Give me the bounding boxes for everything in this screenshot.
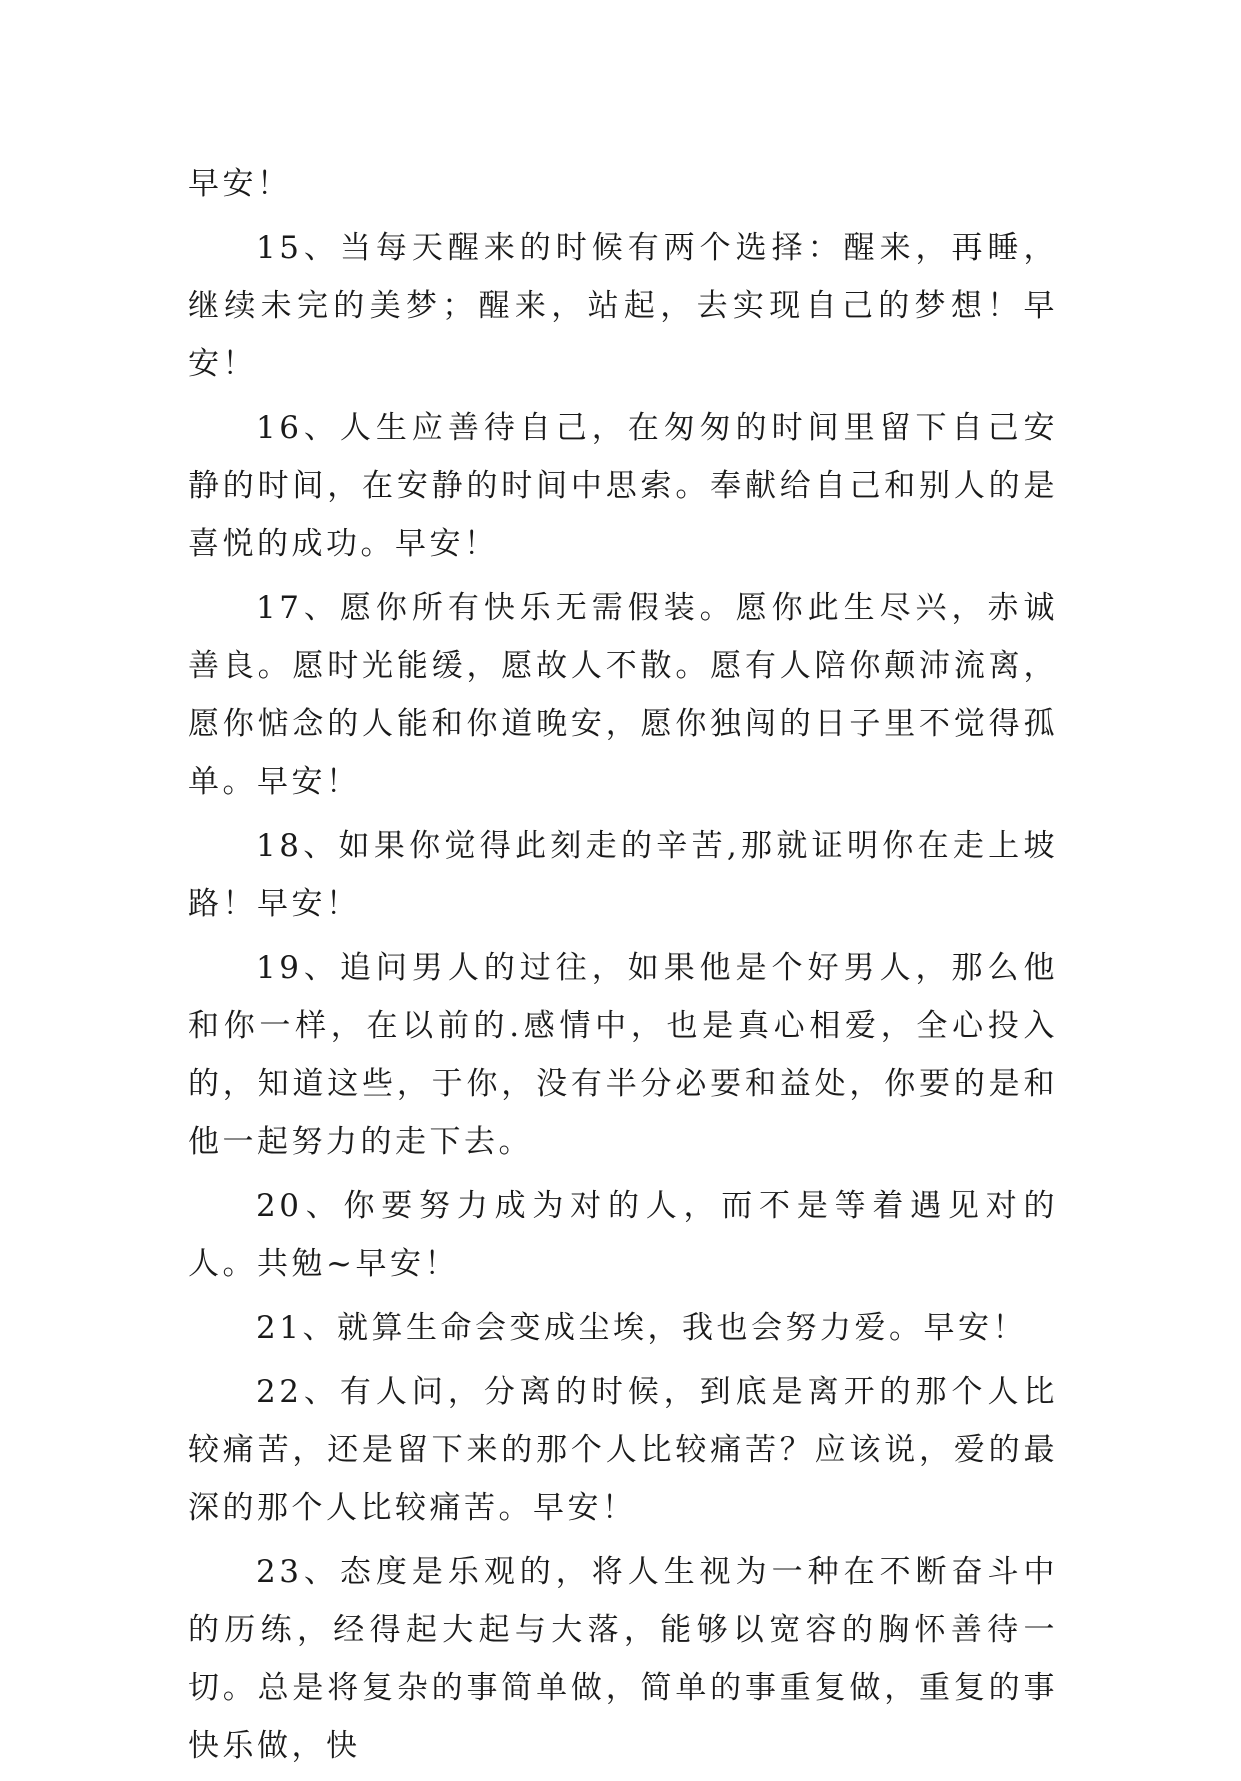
paragraph-item-17: 17、愿你所有快乐无需假装。愿你此生尽兴，赤诚善良。愿时光能缓，愿故人不散。愿有人陪你颠沛流离，愿你惦念的人能和你道晚安，愿你独闯的日子里不觉得孤单。早安！ [188, 590, 1058, 800]
paragraph-item-18: 18、如果你觉得此刻走的辛苦,那就证明你在走上坡路！早安！ [188, 828, 1058, 922]
paragraph-item-23: 23、态度是乐观的，将人生视为一种在不断奋斗中的历练，经得起大起与大落，能够以宽容的胸怀善待一切。总是将复杂的事简单做，简单的事重复做，重复的事快乐做，快 [188, 1554, 1058, 1764]
paragraph-item-21: 21、就算生命会变成尘埃，我也会努力爱。早安！ [256, 1310, 1027, 1346]
paragraph-item-16: 16、人生应善待自己，在匆匆的时间里留下自己安静的时间，在安静的时间中思索。奉献给自己和别人的是喜悦的成功。早安！ [188, 410, 1058, 562]
paragraph-item-20: 20、你要努力成为对的人，而不是等着遇见对的人。共勉~早安！ [188, 1188, 1058, 1282]
document-body [188, 155, 1058, 1781]
paragraph-item-22: 22、有人问，分离的时候，到底是离开的那个人比较痛苦，还是留下来的那个人比较痛苦？应该说，爱的最深的那个人比较痛苦。早安！ [188, 1374, 1058, 1526]
paragraph-item-19: 19、追问男人的过往，如果他是个好男人，那么他和你一样，在以前的.感情中，也是真心相爱，全心投入的，知道这些，于你，没有半分必要和益处，你要的是和他一起努力的走下去。 [188, 950, 1058, 1160]
paragraph-continuation: 早安！ [188, 166, 292, 202]
paragraph-item-15: 15、当每天醒来的时候有两个选择：醒来，再睡，继续未完的美梦；醒来，站起，去实现自己的梦想！早安！ [188, 230, 1058, 382]
